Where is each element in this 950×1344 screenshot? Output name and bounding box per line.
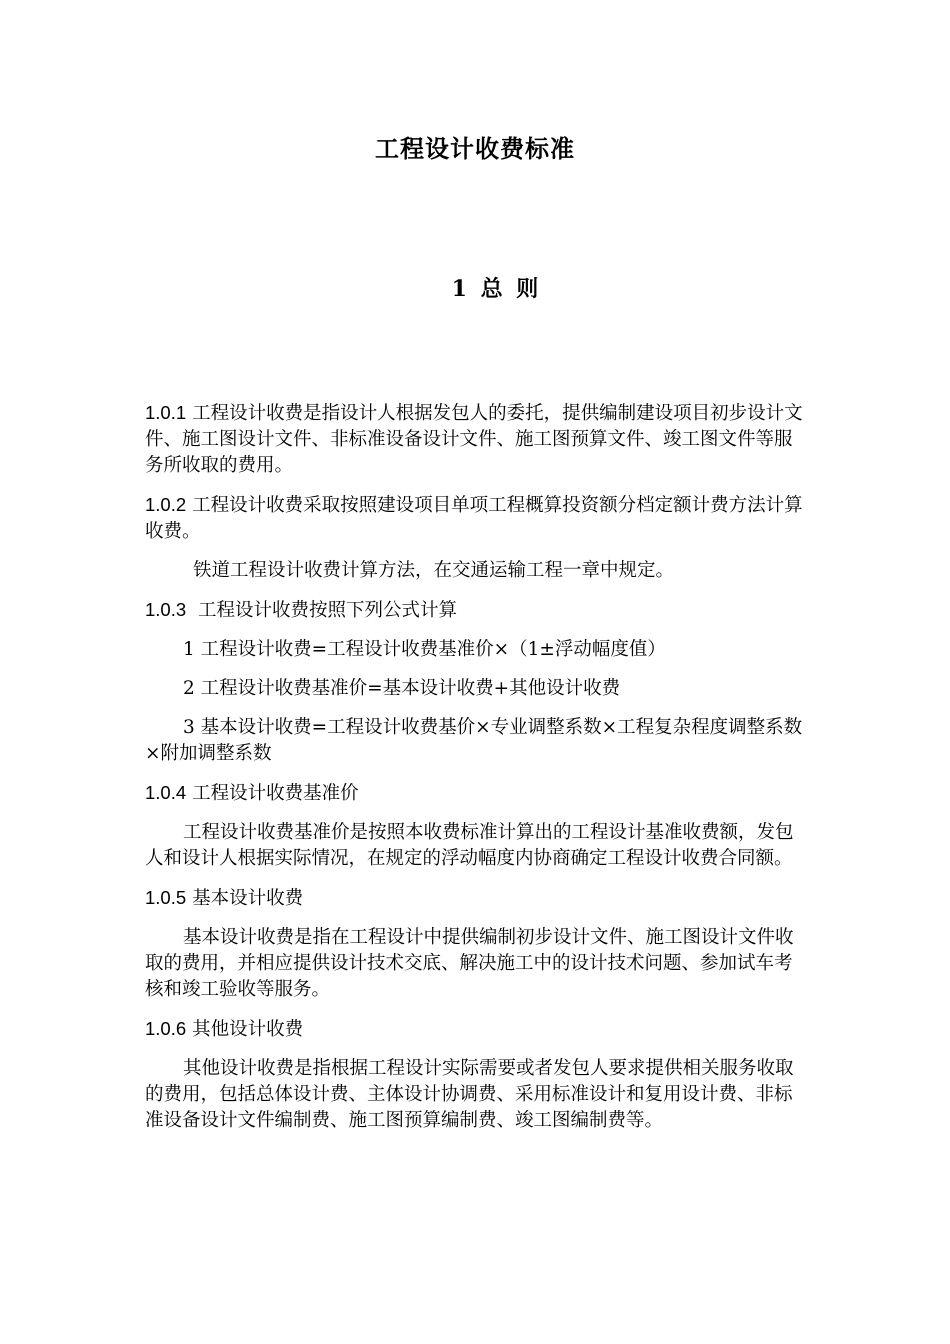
formula-item-3: 3 基本设计收费=工程设计收费基价×专业调整系数×工程复杂程度调整系数×附加调整系数 (145, 717, 803, 764)
clause-number: 1.0.6 (145, 1018, 187, 1039)
clause-number: 1.0.5 (145, 887, 187, 908)
clause-description: 工程设计收费基准价是按照本收费标准计算出的工程设计基准收费额，发包人和设计人根据实际情况，在规定的浮动幅度内协商确定工程设计收费合同额。 (145, 822, 794, 869)
clause-1-0-3 (145, 597, 810, 624)
clause-number: 1.0.4 (145, 782, 187, 803)
clause-1-0-1 (145, 400, 810, 479)
clause-number: 1.0.3 (145, 599, 187, 620)
clause-text: 其他设计收费 (192, 1019, 304, 1040)
clause-1-0-5 (145, 885, 810, 912)
clause-note: 铁道工程设计收费计算方法，在交通运输工程一章中规定。 (193, 560, 675, 581)
chapter-heading: 1 总 则 (451, 276, 539, 302)
clause-description: 其他设计收费是指根据工程设计实际需要或者发包人要求提供相关服务收取的费用，包括总体设计费、主体设计协调费、采用标准设计和复用设计费、非标准设备设计文件编制费、施工图预算编制费、竣工图编制费等。 (145, 1058, 794, 1131)
formula-item-2: 2 工程设计收费基准价=基本设计收费+其他设计收费 (183, 678, 621, 699)
formula-item-1: 1 工程设计收费=工程设计收费基准价×（1±浮动幅度值） (183, 639, 666, 660)
clause-number: 1.0.2 (145, 494, 187, 515)
document-title: 工程设计收费标准 (375, 134, 575, 163)
clause-description: 基本设计收费是指在工程设计中提供编制初步设计文件、施工图设计文件收取的费用，并相应提供设计技术交底、解决施工中的设计技术问题、参加试车考核和竣工验收等服务。 (145, 927, 794, 1000)
clause-text: 工程设计收费基准价 (192, 783, 359, 804)
clause-1-0-4 (145, 780, 810, 807)
clause-number: 1.0.1 (145, 402, 187, 423)
clause-text: 工程设计收费是指设计人根据发包人的委托，提供编制建设项目初步设计文件、施工图设计文件、非标准设备设计文件、施工图预算文件、竣工图文件等服务所收取的费用。 (145, 403, 803, 476)
clause-1-0-6 (145, 1016, 810, 1043)
clause-text: 工程设计收费按照下列公式计算 (192, 600, 458, 621)
clause-text: 基本设计收费 (192, 888, 304, 909)
clause-1-0-2 (145, 492, 810, 545)
document-body (145, 400, 810, 1147)
clause-text: 工程设计收费采取按照建设项目单项工程概算投资额分档定额计费方法计算收费。 (145, 495, 803, 542)
